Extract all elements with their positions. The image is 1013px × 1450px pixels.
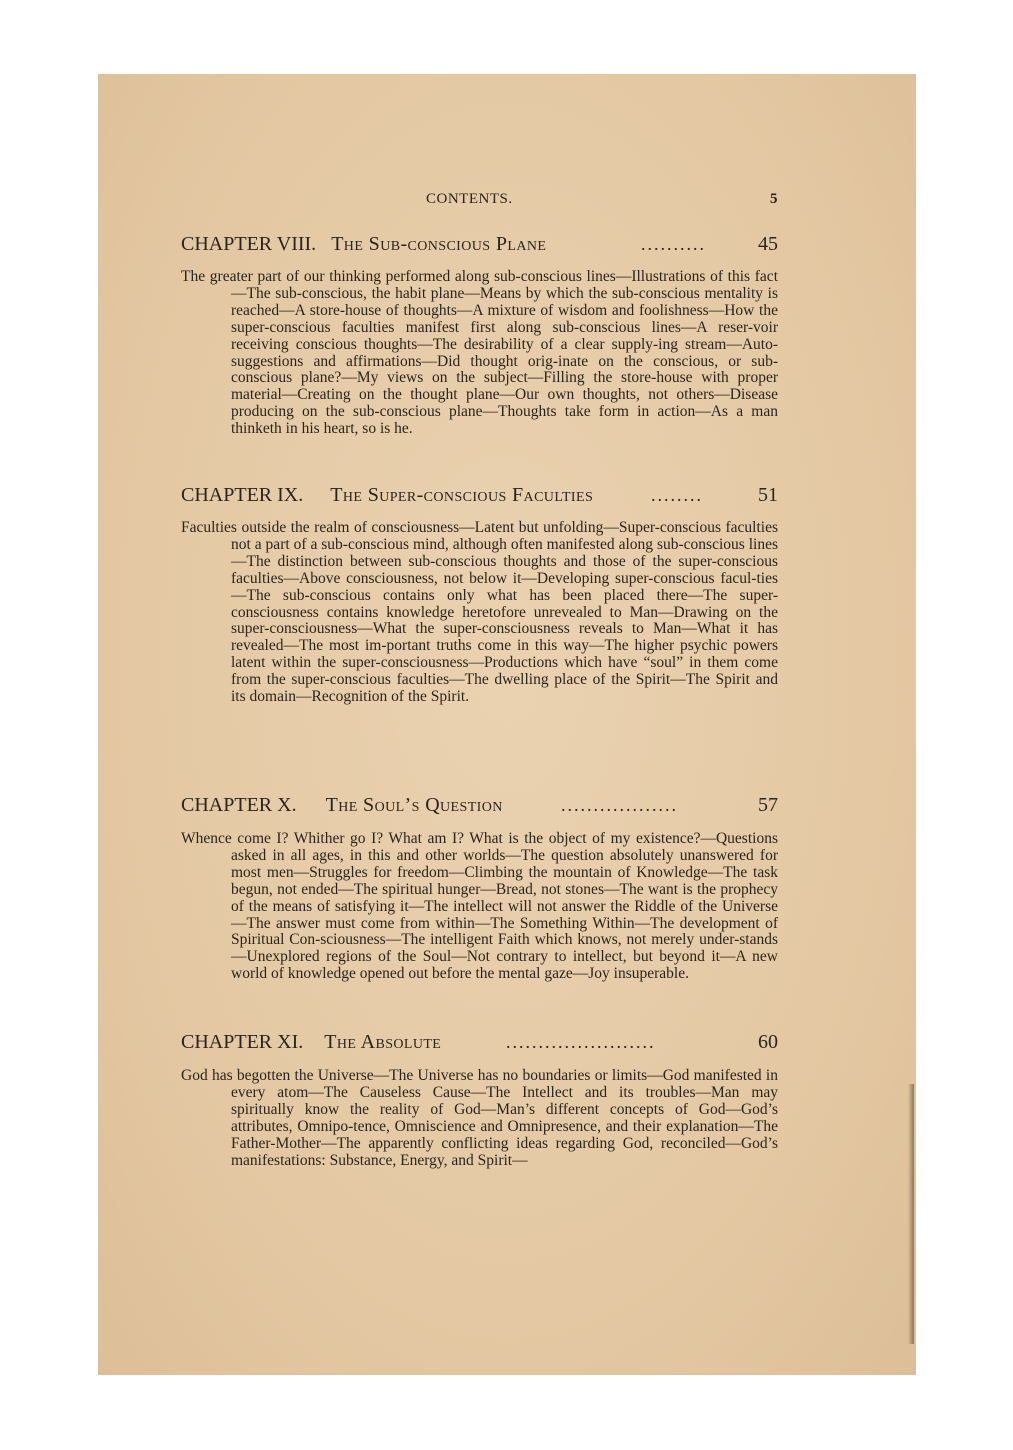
chapter-summary: God has begotten the Universe—The Universe has no boundaries or limits—God manifested in every atom—The Causeless Cause—The Intellect and its troubles—Man may spiritually know the reality of God—Man’s different concepts of God—God’s attributes, Omnipo-tence, Omniscience and Omnipresence, and their explanation—The Father-Mother—The apparently conflicting ideas regarding God, reconciled—God’s manifestations: Substance, Energy, and Spirit— [181, 1067, 778, 1169]
book-page [98, 74, 916, 1375]
header-title: CONTENTS. [426, 191, 513, 207]
chapter-page: 57 [758, 794, 778, 816]
chapter-title: The Soul’s Question [325, 794, 503, 816]
leader-dots: ........ [651, 485, 703, 505]
chapter-label: CHAPTER IX. [181, 484, 304, 506]
chapter-title: The Sub-conscious Plane [331, 233, 547, 255]
chapter-page: 45 [758, 233, 778, 255]
chapter-summary: The greater part of our thinking performed along sub-conscious lines—Illustrations of this fact—The sub-conscious, the habit plane—Means by which the sub-conscious mentality is reached—A store-house of thoughts—A mixture of wisdom and foolishness—How the super-conscious faculties manifest first along sub-conscious lines—A reser-voir receiving conscious thoughts—The desirability of a clear supply-ing stream—Auto-suggestions and affirmations—Did thought orig-inate on the conscious, or sub-conscious plane?—My views on the subject—Filling the store-house with proper material—Creating on the thought plane—Our own thoughts, not others—Disease producing on the sub-conscious plane—Thoughts take form in action—As a man thinketh in his heart, so is he. [181, 268, 778, 438]
chapter-summary: Whence come I? Whither go I? What am I? What is the object of my existence?—Questions asked in all ages, in this and other worlds—The question absolutely unanswered for most men—Struggles for freedom—Climbing the mountain of Knowledge—The task begun, not ended—The spiritual hunger—Bread, not stones—The want is the prophecy of the means of satisfying it—The intellect will not answer the Riddle of the Universe—The answer must come from within—The Something Within—The development of Spiritual Con-sciousness—The intelligent Faith which knows, not merely under-stands—Unexplored regions of the Soul—Not contrary to intellect, but beyond it—A new world of knowledge opened out before the mental gaze—Joy insuperable. [181, 830, 778, 983]
page-edge-shadow [908, 1084, 914, 1344]
chapter-page: 51 [758, 484, 778, 506]
leader-dots: ....................... [506, 1032, 656, 1052]
chapter-page: 60 [758, 1031, 778, 1053]
chapter-summary: Faculties outside the realm of consciousness—Latent but unfolding—Super-conscious faculties not a part of a sub-conscious mind, although often manifested along sub-conscious lines—The distinction between sub-conscious thoughts and those of the super-conscious faculties—Above consciousness, not below it—Developing super-conscious facul-ties—The sub-conscious contains only what has been placed there—The super-consciousness contains knowledge heretofore unrevealed to Man—Drawing on the super-consciousness—What the super-consciousness reveals to Man—What it has revealed—The most im-portant truths come in this way—The higher psychic powers latent within the super-consciousness—Productions which have “soul” in them come from the super-conscious faculties—The dwelling place of the Spirit—The Spirit and its domain—Recognition of the Spirit. [181, 519, 778, 706]
running-header [181, 191, 778, 211]
chapter-heading [181, 1029, 778, 1055]
chapter-label: CHAPTER VIII. [181, 233, 317, 255]
chapter-title: The Absolute [324, 1031, 442, 1053]
leader-dots: .......... [641, 234, 706, 254]
page-number: 5 [770, 191, 778, 207]
chapter-title: The Super-conscious Faculties [330, 484, 594, 506]
chapter-heading [181, 231, 778, 257]
chapter-label: CHAPTER X. [181, 794, 297, 816]
chapter-label: CHAPTER XI. [181, 1031, 304, 1053]
leader-dots: .................. [561, 795, 678, 815]
chapter-heading [181, 482, 778, 508]
chapter-heading [181, 792, 778, 818]
